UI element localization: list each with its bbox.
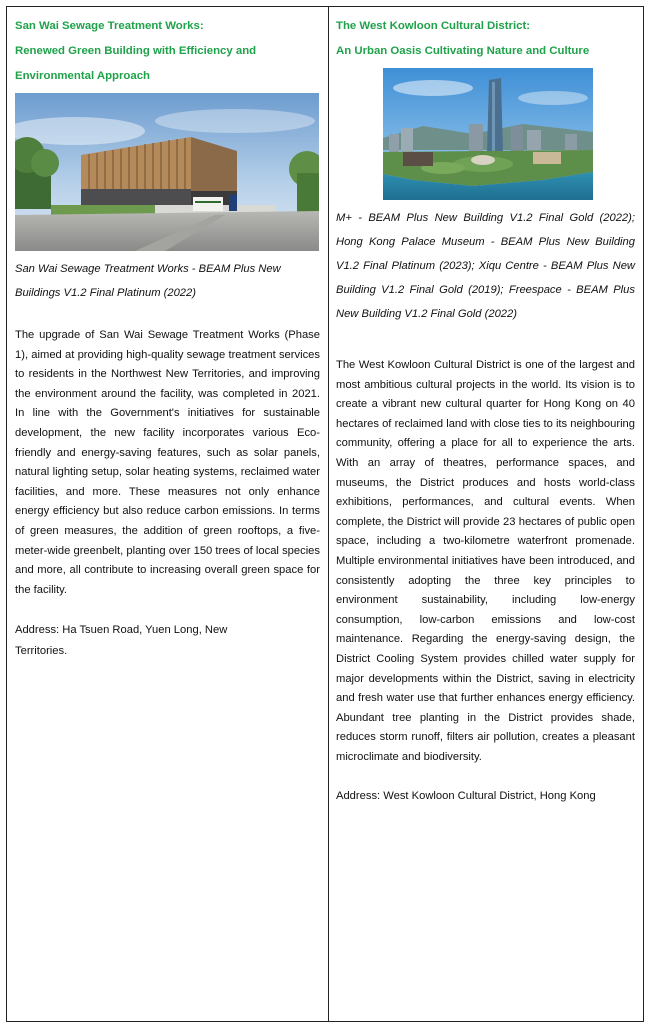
west-kowloon-aerial-photo	[383, 68, 593, 200]
left-caption: San Wai Sewage Treatment Works - BEAM Plus New Buildings V1.2 Final Platinum (2022)	[15, 263, 281, 299]
right-body: The West Kowloon Cultural District is one of the largest and most ambitious cultural projects in the world. Its vision is to create a vibrant new cultural quarter for Hong Kong on 40 hectares of reclaimed land with close ties to its neighbouring community, offering a place for all to experience the arts. With an array of theatres, performance spaces, and museums, the District produces and hosts world-class exhibitions, performances, and cultural events. When complete, the District will provide 23 hectares of public open space, including a two-kilometre waterfront promenade. Multiple environmental initiatives have been introduced, and consistently adopting the three key principles to environment sustainability, including low-energy consumption, low-carbon emissions and low-cost maintenance. Regarding the energy-saving design, the District Cooling System provides chilled water supply for major developments within the District, saving in electricity and fresh water use that further enhances energy efficiency. Abundant tree planting in the District provides shade, reduces storm runoff, filters air pollution, creates a pleasant microclimate and biodiversity.	[336, 359, 635, 763]
sewage-treatment-building-photo	[15, 93, 319, 251]
left-column	[7, 7, 329, 1021]
left-body: The upgrade of San Wai Sewage Treatment Works (Phase 1), aimed at providing high-quality sewage treatment services to residents in the Northwest New Territories, and improving the environment around the facility, was completed in 2021. In line with the Government's initiatives for sustainable development, the new facility incorporates various Eco-friendly and energy-saving features, such as solar panels, natural lighting setup, solar heating systems, reclaimed water facilities, and more. These measures not only enhance energy efficiency but also reduce carbon emissions. In terms of green measures, the addition of green rooftops, a five-meter-wide greenbelt, planting over 150 trees of local species and more, all contribute to increasing overall green space for the facility.	[15, 329, 320, 596]
right-address: Address: West Kowloon Cultural District, Hong Kong	[336, 790, 596, 803]
right-title-line1: The West Kowloon Cultural District:	[336, 20, 531, 32]
two-column-table	[6, 6, 644, 1022]
left-title-line1: San Wai Sewage Treatment Works:	[15, 20, 204, 32]
right-caption: M+ - BEAM Plus New Building V1.2 Final Gold (2022); Hong Kong Palace Museum - BEAM Plus New Building V1.2 Final Platinum (2023); Xiqu Centre - BEAM Plus New Building V1.2 Final Gold (2019); Freespace - BEAM Plus New Building V1.2 Final Gold (2022)	[336, 212, 635, 320]
right-column	[329, 7, 643, 1021]
right-title-line2: An Urban Oasis Cultivating Nature and Culture	[336, 45, 590, 57]
left-title-line2: Renewed Green Building with Efficiency and Environmental Approach	[15, 45, 257, 82]
left-address: Address: Ha Tsuen Road, Yuen Long, New Territories.	[15, 624, 228, 658]
